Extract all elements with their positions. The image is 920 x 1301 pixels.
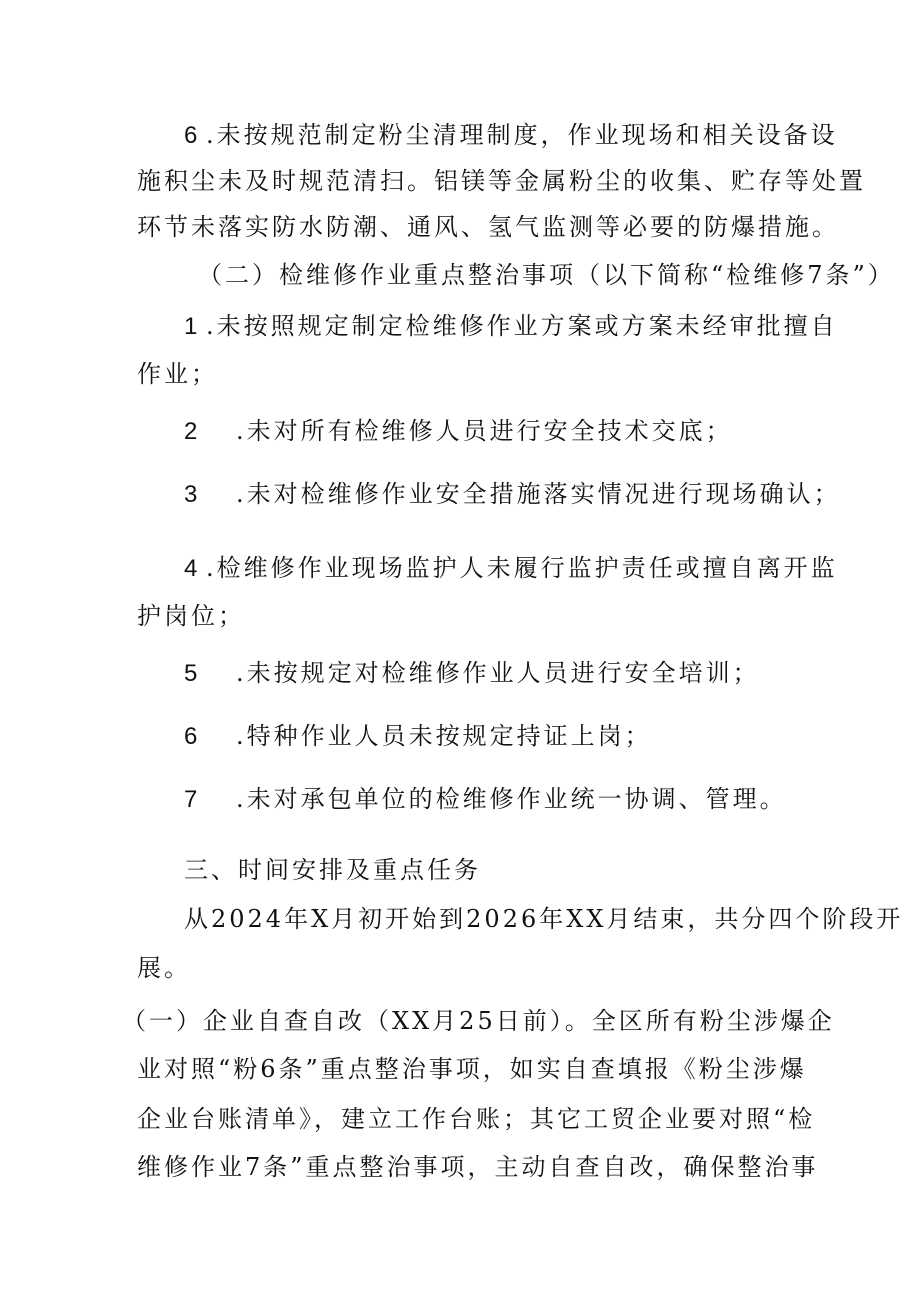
item-number: 7 [184,786,198,813]
paragraph-line: 施积尘未及时规范清扫。铝镁等金属粉尘的收集、贮存等处置 [137,167,866,195]
list-item-text: .未对检维修作业安全措施落实情况进行现场确认； [236,480,841,508]
paragraph-line: 从2024年X月初开始到2026年XX月结束，共分四个阶段开 [184,905,904,933]
item-number: 4 [184,555,198,582]
item-number: 2 [184,418,198,445]
list-item [184,552,838,585]
paragraph-line: 作业； [137,360,218,388]
item-number: 6 [184,122,198,149]
item-number: 6 [184,723,198,750]
item-number: 1 [184,313,198,340]
list-item [184,478,841,511]
list-item-text: .未按照规定制定检维修作业方案或方案未经审批擅自 [206,312,838,340]
paragraph-line: 展。 [137,954,191,982]
paragraph-line: 企业台账清单》，建立工作台账；其它工贸企业要对照“检 [137,1105,816,1133]
list-item-text: .特种作业人员未按规定持证上岗； [236,722,652,750]
list-item-text: .未按规定对检维修作业人员进行安全培训； [236,659,760,687]
item-number: 5 [184,660,198,687]
list-item-text: .未对所有检维修人员进行安全技术交底； [236,417,733,445]
list-item [184,310,838,343]
paragraph-text: .未按规范制定粉尘清理制度，作业现场和相关设备设 [206,121,838,149]
paragraph-dust-item-6 [184,119,838,152]
list-item [184,783,787,816]
section-heading-schedule: 三、时间安排及重点任务 [184,856,481,884]
paragraph-line: 护岗位； [137,602,245,630]
list-item [184,415,733,448]
paragraph-line: （一）企业自查自改（XX月25日前）。全区所有粉尘涉爆企 [122,1007,835,1035]
item-number: 3 [184,481,198,508]
paragraph-line: 业对照“粉6条”重点整治事项，如实自查填报《粉尘涉爆 [137,1055,807,1083]
paragraph-line: 维修作业7条”重点整治事项，主动自查自改，确保整治事 [137,1153,819,1181]
paragraph-line: 环节未落实防水防潮、通风、氢气监测等必要的防爆措施。 [137,213,839,241]
list-item-text: .未对承包单位的检维修作业统一协调、管理。 [236,785,787,813]
list-item [184,657,760,690]
section-heading-maintenance: （二）检维修作业重点整治事项（以下简称“检维修7条”） [198,261,895,289]
list-item-text: .检维修作业现场监护人未履行监护责任或擅自离开监 [206,554,838,582]
list-item [184,720,652,753]
